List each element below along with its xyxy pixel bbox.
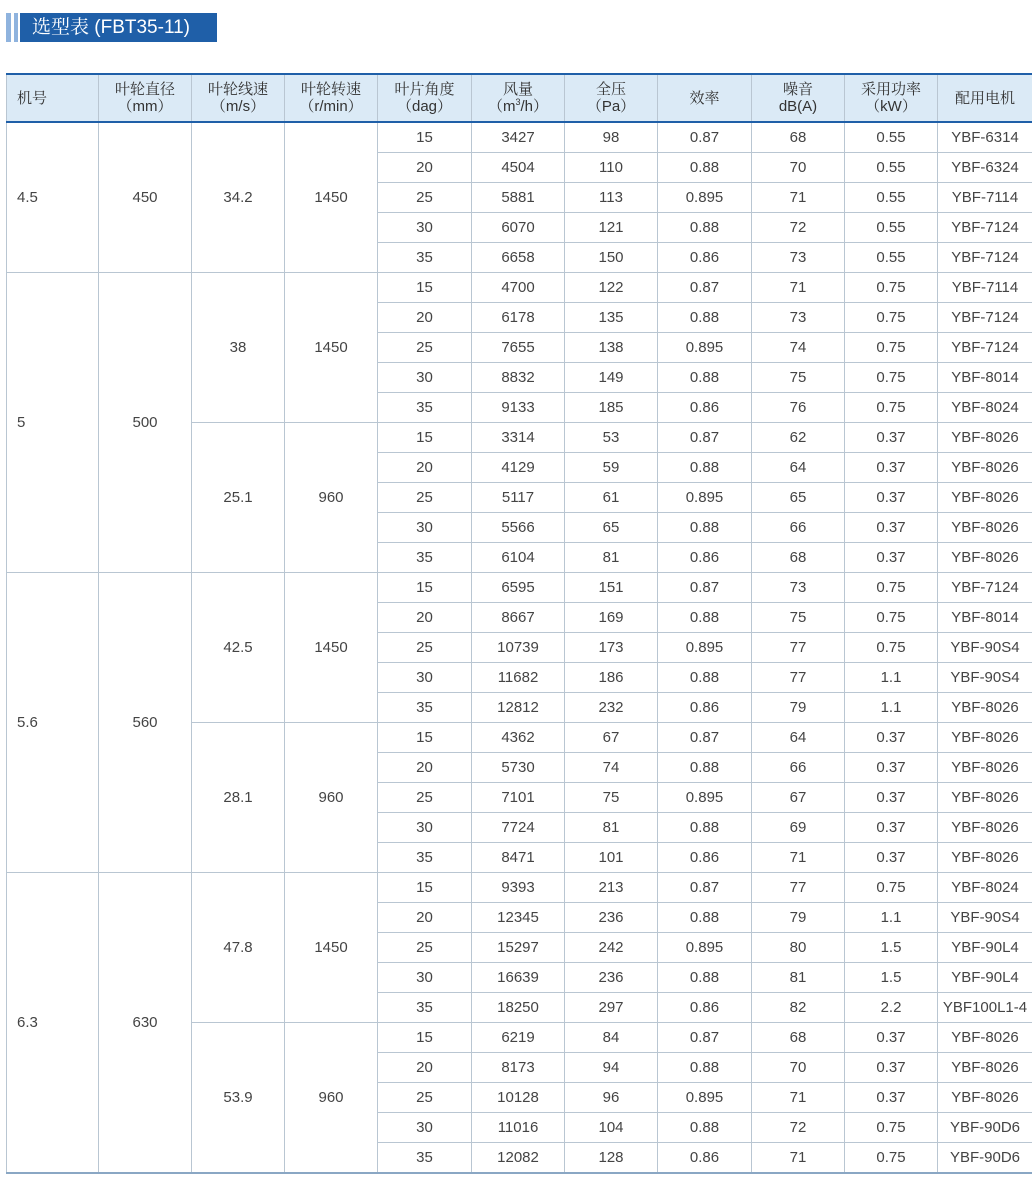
efficiency-cell: 0.88 xyxy=(658,753,752,783)
efficiency-cell: 0.88 xyxy=(658,363,752,393)
power-cell: 1.1 xyxy=(845,903,938,933)
impeller-velocity-cell: 53.9 xyxy=(192,1023,285,1174)
efficiency-cell: 0.86 xyxy=(658,693,752,723)
noise-cell: 75 xyxy=(752,603,845,633)
noise-cell: 62 xyxy=(752,423,845,453)
motor-cell: YBF-6324 xyxy=(938,153,1032,183)
pressure-cell: 104 xyxy=(565,1113,658,1143)
noise-cell: 64 xyxy=(752,723,845,753)
impeller-rpm-cell: 960 xyxy=(285,423,378,573)
blade-angle-cell: 30 xyxy=(378,363,472,393)
noise-cell: 77 xyxy=(752,873,845,903)
efficiency-cell: 0.87 xyxy=(658,873,752,903)
airflow-cell: 5566 xyxy=(472,513,565,543)
noise-cell: 71 xyxy=(752,183,845,213)
power-cell: 0.75 xyxy=(845,633,938,663)
motor-cell: YBF-8014 xyxy=(938,363,1032,393)
impeller-velocity-cell: 42.5 xyxy=(192,573,285,723)
airflow-cell: 9133 xyxy=(472,393,565,423)
motor-cell: YBF-8026 xyxy=(938,723,1032,753)
power-cell: 0.37 xyxy=(845,1083,938,1113)
airflow-cell: 18250 xyxy=(472,993,565,1023)
pressure-cell: 53 xyxy=(565,423,658,453)
impeller-rpm-cell: 1450 xyxy=(285,273,378,423)
airflow-cell: 6658 xyxy=(472,243,565,273)
power-cell: 1.1 xyxy=(845,663,938,693)
motor-cell: YBF-8026 xyxy=(938,693,1032,723)
pressure-cell: 113 xyxy=(565,183,658,213)
efficiency-cell: 0.88 xyxy=(658,303,752,333)
power-cell: 0.55 xyxy=(845,122,938,153)
airflow-cell: 8667 xyxy=(472,603,565,633)
blade-angle-cell: 20 xyxy=(378,753,472,783)
selection-table xyxy=(6,73,1032,1174)
noise-cell: 69 xyxy=(752,813,845,843)
machine-no-cell: 6.3 xyxy=(7,873,99,1174)
blade-angle-cell: 25 xyxy=(378,933,472,963)
pressure-cell: 84 xyxy=(565,1023,658,1053)
noise-cell: 73 xyxy=(752,243,845,273)
airflow-cell: 12082 xyxy=(472,1143,565,1174)
header-impeller-rpm: 叶轮转速 （r/min） xyxy=(285,74,378,122)
title-accent-stripe xyxy=(14,13,18,42)
blade-angle-cell: 30 xyxy=(378,663,472,693)
airflow-cell: 6104 xyxy=(472,543,565,573)
noise-cell: 80 xyxy=(752,933,845,963)
power-cell: 1.1 xyxy=(845,693,938,723)
efficiency-cell: 0.88 xyxy=(658,1053,752,1083)
noise-cell: 74 xyxy=(752,333,845,363)
power-cell: 0.37 xyxy=(845,483,938,513)
airflow-cell: 12345 xyxy=(472,903,565,933)
impeller-rpm-cell: 1450 xyxy=(285,122,378,273)
power-cell: 0.75 xyxy=(845,273,938,303)
machine-no-cell: 4.5 xyxy=(7,122,99,273)
motor-cell: YBF-8026 xyxy=(938,1053,1032,1083)
motor-cell: YBF-90L4 xyxy=(938,933,1032,963)
blade-angle-cell: 20 xyxy=(378,453,472,483)
blade-angle-cell: 30 xyxy=(378,963,472,993)
power-cell: 0.75 xyxy=(845,1143,938,1174)
noise-cell: 64 xyxy=(752,453,845,483)
table-row xyxy=(7,873,1032,903)
blade-angle-cell: 25 xyxy=(378,333,472,363)
pressure-cell: 61 xyxy=(565,483,658,513)
pressure-cell: 149 xyxy=(565,363,658,393)
efficiency-cell: 0.86 xyxy=(658,393,752,423)
motor-cell: YBF100L1-4 xyxy=(938,993,1032,1023)
noise-cell: 72 xyxy=(752,1113,845,1143)
power-cell: 0.75 xyxy=(845,363,938,393)
power-cell: 0.37 xyxy=(845,543,938,573)
impeller-velocity-cell: 38 xyxy=(192,273,285,423)
blade-angle-cell: 30 xyxy=(378,813,472,843)
pressure-cell: 94 xyxy=(565,1053,658,1083)
impeller-velocity-cell: 34.2 xyxy=(192,122,285,273)
pressure-cell: 122 xyxy=(565,273,658,303)
table-row xyxy=(7,273,1032,303)
power-cell: 0.37 xyxy=(845,453,938,483)
machine-no-cell: 5 xyxy=(7,273,99,573)
pressure-cell: 186 xyxy=(565,663,658,693)
motor-cell: YBF-90S4 xyxy=(938,633,1032,663)
noise-cell: 75 xyxy=(752,363,845,393)
header-total-pressure: 全压 （Pa） xyxy=(565,74,658,122)
blade-angle-cell: 35 xyxy=(378,393,472,423)
airflow-cell: 7101 xyxy=(472,783,565,813)
blade-angle-cell: 20 xyxy=(378,1053,472,1083)
motor-cell: YBF-7124 xyxy=(938,333,1032,363)
motor-cell: YBF-6314 xyxy=(938,122,1032,153)
efficiency-cell: 0.86 xyxy=(658,243,752,273)
noise-cell: 81 xyxy=(752,963,845,993)
airflow-cell: 4362 xyxy=(472,723,565,753)
airflow-cell: 7724 xyxy=(472,813,565,843)
pressure-cell: 101 xyxy=(565,843,658,873)
motor-cell: YBF-8026 xyxy=(938,843,1032,873)
efficiency-cell: 0.895 xyxy=(658,333,752,363)
power-cell: 0.75 xyxy=(845,573,938,603)
blade-angle-cell: 15 xyxy=(378,423,472,453)
efficiency-cell: 0.88 xyxy=(658,153,752,183)
header-efficiency: 效率 xyxy=(658,74,752,122)
airflow-cell: 6070 xyxy=(472,213,565,243)
pressure-cell: 96 xyxy=(565,1083,658,1113)
efficiency-cell: 0.87 xyxy=(658,723,752,753)
impeller-rpm-cell: 1450 xyxy=(285,873,378,1023)
efficiency-cell: 0.86 xyxy=(658,543,752,573)
motor-cell: YBF-8026 xyxy=(938,1023,1032,1053)
header-motor: 配用电机 xyxy=(938,74,1032,122)
airflow-cell: 8832 xyxy=(472,363,565,393)
motor-cell: YBF-90S4 xyxy=(938,903,1032,933)
pressure-cell: 98 xyxy=(565,122,658,153)
pressure-cell: 75 xyxy=(565,783,658,813)
blade-angle-cell: 25 xyxy=(378,1083,472,1113)
power-cell: 0.55 xyxy=(845,213,938,243)
impeller-velocity-cell: 25.1 xyxy=(192,423,285,573)
efficiency-cell: 0.88 xyxy=(658,1113,752,1143)
efficiency-cell: 0.88 xyxy=(658,213,752,243)
blade-angle-cell: 15 xyxy=(378,122,472,153)
motor-cell: YBF-90D6 xyxy=(938,1143,1032,1174)
impeller-diameter-cell: 630 xyxy=(99,873,192,1174)
noise-cell: 68 xyxy=(752,1023,845,1053)
power-cell: 0.37 xyxy=(845,723,938,753)
pressure-cell: 173 xyxy=(565,633,658,663)
noise-cell: 68 xyxy=(752,122,845,153)
efficiency-cell: 0.895 xyxy=(658,483,752,513)
blade-angle-cell: 35 xyxy=(378,843,472,873)
pressure-cell: 232 xyxy=(565,693,658,723)
impeller-diameter-cell: 560 xyxy=(99,573,192,873)
power-cell: 0.37 xyxy=(845,1053,938,1083)
header-machine-no: 机号 xyxy=(7,74,99,122)
noise-cell: 71 xyxy=(752,843,845,873)
power-cell: 0.75 xyxy=(845,333,938,363)
motor-cell: YBF-7124 xyxy=(938,573,1032,603)
noise-cell: 73 xyxy=(752,303,845,333)
motor-cell: YBF-8026 xyxy=(938,453,1032,483)
power-cell: 0.37 xyxy=(845,753,938,783)
pressure-cell: 74 xyxy=(565,753,658,783)
header-blade-angle: 叶片角度 （dag） xyxy=(378,74,472,122)
efficiency-cell: 0.86 xyxy=(658,843,752,873)
efficiency-cell: 0.895 xyxy=(658,183,752,213)
noise-cell: 65 xyxy=(752,483,845,513)
blade-angle-cell: 35 xyxy=(378,543,472,573)
efficiency-cell: 0.895 xyxy=(658,933,752,963)
airflow-cell: 6595 xyxy=(472,573,565,603)
airflow-cell: 9393 xyxy=(472,873,565,903)
pressure-cell: 297 xyxy=(565,993,658,1023)
motor-cell: YBF-8024 xyxy=(938,873,1032,903)
power-cell: 1.5 xyxy=(845,933,938,963)
power-cell: 1.5 xyxy=(845,963,938,993)
machine-no-cell: 5.6 xyxy=(7,573,99,873)
power-cell: 0.75 xyxy=(845,603,938,633)
impeller-diameter-cell: 500 xyxy=(99,273,192,573)
noise-cell: 73 xyxy=(752,573,845,603)
efficiency-cell: 0.88 xyxy=(658,903,752,933)
pressure-cell: 213 xyxy=(565,873,658,903)
power-cell: 0.75 xyxy=(845,393,938,423)
airflow-cell: 11016 xyxy=(472,1113,565,1143)
pressure-cell: 67 xyxy=(565,723,658,753)
blade-angle-cell: 15 xyxy=(378,573,472,603)
noise-cell: 79 xyxy=(752,693,845,723)
power-cell: 0.37 xyxy=(845,513,938,543)
noise-cell: 79 xyxy=(752,903,845,933)
airflow-cell: 4700 xyxy=(472,273,565,303)
airflow-cell: 10739 xyxy=(472,633,565,663)
airflow-cell: 6178 xyxy=(472,303,565,333)
blade-angle-cell: 20 xyxy=(378,603,472,633)
efficiency-cell: 0.87 xyxy=(658,273,752,303)
blade-angle-cell: 15 xyxy=(378,873,472,903)
blade-angle-cell: 20 xyxy=(378,153,472,183)
header-impeller-velocity: 叶轮线速 （m/s） xyxy=(192,74,285,122)
efficiency-cell: 0.87 xyxy=(658,1023,752,1053)
noise-cell: 68 xyxy=(752,543,845,573)
efficiency-cell: 0.88 xyxy=(658,513,752,543)
motor-cell: YBF-90D6 xyxy=(938,1113,1032,1143)
blade-angle-cell: 15 xyxy=(378,273,472,303)
noise-cell: 70 xyxy=(752,1053,845,1083)
airflow-cell: 4129 xyxy=(472,453,565,483)
motor-cell: YBF-8026 xyxy=(938,1083,1032,1113)
blade-angle-cell: 15 xyxy=(378,1023,472,1053)
motor-cell: YBF-8026 xyxy=(938,753,1032,783)
efficiency-cell: 0.86 xyxy=(658,993,752,1023)
motor-cell: YBF-8014 xyxy=(938,603,1032,633)
motor-cell: YBF-7114 xyxy=(938,273,1032,303)
power-cell: 0.75 xyxy=(845,303,938,333)
impeller-velocity-cell: 47.8 xyxy=(192,873,285,1023)
impeller-velocity-cell: 28.1 xyxy=(192,723,285,873)
airflow-cell: 5117 xyxy=(472,483,565,513)
blade-angle-cell: 15 xyxy=(378,723,472,753)
pressure-cell: 151 xyxy=(565,573,658,603)
blade-angle-cell: 20 xyxy=(378,303,472,333)
power-cell: 0.37 xyxy=(845,843,938,873)
section-title: 选型表 (FBT35-11) xyxy=(20,13,217,42)
impeller-diameter-cell: 450 xyxy=(99,122,192,273)
power-cell: 0.37 xyxy=(845,783,938,813)
blade-angle-cell: 25 xyxy=(378,183,472,213)
blade-angle-cell: 30 xyxy=(378,213,472,243)
blade-angle-cell: 25 xyxy=(378,633,472,663)
noise-cell: 67 xyxy=(752,783,845,813)
motor-cell: YBF-8026 xyxy=(938,483,1032,513)
efficiency-cell: 0.88 xyxy=(658,603,752,633)
power-cell: 0.37 xyxy=(845,1023,938,1053)
power-cell: 0.55 xyxy=(845,243,938,273)
noise-cell: 71 xyxy=(752,273,845,303)
table-row xyxy=(7,573,1032,603)
noise-cell: 77 xyxy=(752,633,845,663)
efficiency-cell: 0.88 xyxy=(658,663,752,693)
efficiency-cell: 0.87 xyxy=(658,122,752,153)
motor-cell: YBF-90L4 xyxy=(938,963,1032,993)
pressure-cell: 81 xyxy=(565,813,658,843)
pressure-cell: 81 xyxy=(565,543,658,573)
motor-cell: YBF-90S4 xyxy=(938,663,1032,693)
pressure-cell: 236 xyxy=(565,963,658,993)
airflow-cell: 15297 xyxy=(472,933,565,963)
pressure-cell: 242 xyxy=(565,933,658,963)
blade-angle-cell: 35 xyxy=(378,1143,472,1174)
airflow-cell: 3427 xyxy=(472,122,565,153)
motor-cell: YBF-7124 xyxy=(938,243,1032,273)
pressure-cell: 121 xyxy=(565,213,658,243)
noise-cell: 72 xyxy=(752,213,845,243)
blade-angle-cell: 35 xyxy=(378,693,472,723)
power-cell: 0.55 xyxy=(845,153,938,183)
pressure-cell: 236 xyxy=(565,903,658,933)
power-cell: 2.2 xyxy=(845,993,938,1023)
table-header-row xyxy=(7,74,1032,122)
motor-cell: YBF-8026 xyxy=(938,423,1032,453)
motor-cell: YBF-7124 xyxy=(938,303,1032,333)
noise-cell: 66 xyxy=(752,513,845,543)
efficiency-cell: 0.895 xyxy=(658,1083,752,1113)
pressure-cell: 185 xyxy=(565,393,658,423)
airflow-cell: 11682 xyxy=(472,663,565,693)
motor-cell: YBF-8026 xyxy=(938,813,1032,843)
pressure-cell: 150 xyxy=(565,243,658,273)
efficiency-cell: 0.86 xyxy=(658,1143,752,1174)
header-power: 采用功率 （kW） xyxy=(845,74,938,122)
airflow-cell: 8173 xyxy=(472,1053,565,1083)
noise-cell: 76 xyxy=(752,393,845,423)
blade-angle-cell: 20 xyxy=(378,903,472,933)
table-body xyxy=(7,122,1032,1173)
power-cell: 0.75 xyxy=(845,1113,938,1143)
impeller-rpm-cell: 960 xyxy=(285,1023,378,1174)
pressure-cell: 128 xyxy=(565,1143,658,1174)
noise-cell: 71 xyxy=(752,1083,845,1113)
efficiency-cell: 0.88 xyxy=(658,813,752,843)
motor-cell: YBF-8026 xyxy=(938,513,1032,543)
airflow-cell: 7655 xyxy=(472,333,565,363)
blade-angle-cell: 35 xyxy=(378,243,472,273)
motor-cell: YBF-8026 xyxy=(938,783,1032,813)
noise-cell: 77 xyxy=(752,663,845,693)
pressure-cell: 110 xyxy=(565,153,658,183)
efficiency-cell: 0.895 xyxy=(658,783,752,813)
efficiency-cell: 0.895 xyxy=(658,633,752,663)
airflow-cell: 5730 xyxy=(472,753,565,783)
power-cell: 0.55 xyxy=(845,183,938,213)
blade-angle-cell: 30 xyxy=(378,513,472,543)
airflow-cell: 8471 xyxy=(472,843,565,873)
airflow-cell: 5881 xyxy=(472,183,565,213)
motor-cell: YBF-8026 xyxy=(938,543,1032,573)
power-cell: 0.75 xyxy=(845,873,938,903)
header-impeller-diameter: 叶轮直径 （mm） xyxy=(99,74,192,122)
blade-angle-cell: 25 xyxy=(378,483,472,513)
header-noise: 噪音 dB(A) xyxy=(752,74,845,122)
pressure-cell: 138 xyxy=(565,333,658,363)
pressure-cell: 135 xyxy=(565,303,658,333)
airflow-cell: 16639 xyxy=(472,963,565,993)
impeller-rpm-cell: 1450 xyxy=(285,573,378,723)
efficiency-cell: 0.87 xyxy=(658,423,752,453)
header-airflow: 风量 $(m^3/h)$ xyxy=(472,74,565,122)
efficiency-cell: 0.88 xyxy=(658,453,752,483)
section-title-bar xyxy=(6,13,217,42)
power-cell: 0.37 xyxy=(845,813,938,843)
pressure-cell: 59 xyxy=(565,453,658,483)
pressure-cell: 169 xyxy=(565,603,658,633)
impeller-rpm-cell: 960 xyxy=(285,723,378,873)
title-accent-stripe xyxy=(6,13,11,42)
blade-angle-cell: 35 xyxy=(378,993,472,1023)
airflow-cell: 10128 xyxy=(472,1083,565,1113)
noise-cell: 66 xyxy=(752,753,845,783)
noise-cell: 82 xyxy=(752,993,845,1023)
efficiency-cell: 0.87 xyxy=(658,573,752,603)
motor-cell: YBF-7124 xyxy=(938,213,1032,243)
pressure-cell: 65 xyxy=(565,513,658,543)
noise-cell: 70 xyxy=(752,153,845,183)
blade-angle-cell: 25 xyxy=(378,783,472,813)
power-cell: 0.37 xyxy=(845,423,938,453)
noise-cell: 71 xyxy=(752,1143,845,1174)
airflow-cell: 6219 xyxy=(472,1023,565,1053)
table-row xyxy=(7,122,1032,153)
motor-cell: YBF-8024 xyxy=(938,393,1032,423)
efficiency-cell: 0.88 xyxy=(658,963,752,993)
motor-cell: YBF-7114 xyxy=(938,183,1032,213)
airflow-cell: 4504 xyxy=(472,153,565,183)
airflow-cell: 3314 xyxy=(472,423,565,453)
blade-angle-cell: 30 xyxy=(378,1113,472,1143)
airflow-cell: 12812 xyxy=(472,693,565,723)
